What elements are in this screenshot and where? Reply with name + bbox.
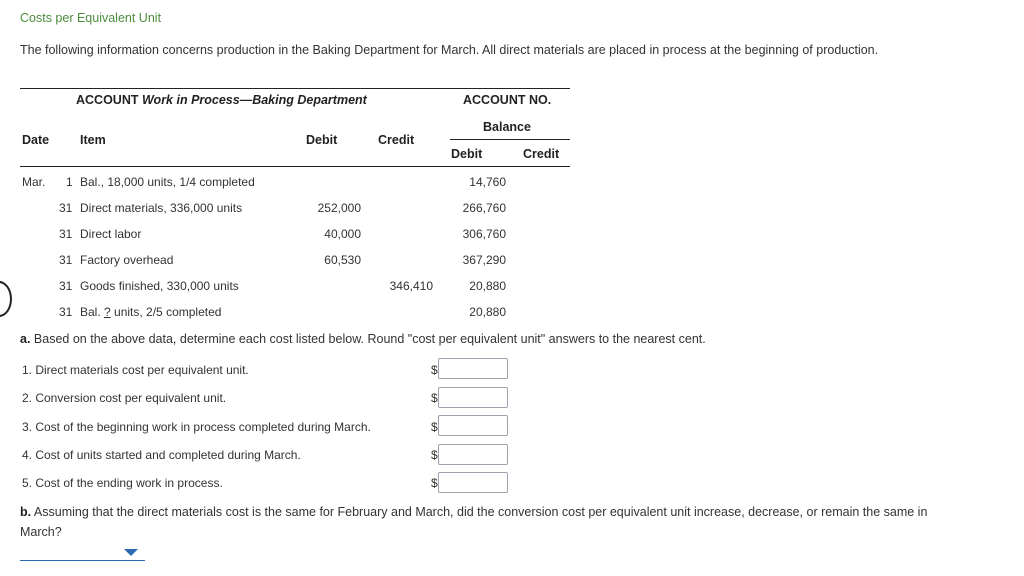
chevron-down-icon[interactable] (124, 549, 138, 556)
part-b-question (20, 505, 927, 519)
answer-input-5[interactable] (438, 472, 508, 493)
row-debit: 40,000 (324, 227, 361, 241)
currency-symbol: $ (431, 420, 438, 434)
row-item: Direct materials, 336,000 units (80, 201, 243, 215)
answer-input-1[interactable] (438, 358, 508, 379)
row-day: 31 (59, 279, 73, 293)
table-top-rule (20, 88, 570, 89)
row-item (80, 305, 221, 319)
answer-input-3[interactable] (438, 415, 508, 436)
currency-symbol: $ (431, 476, 438, 490)
header-balance-debit: Debit (451, 147, 483, 161)
part-b-label: b. (20, 505, 32, 519)
header-credit: Credit (378, 133, 415, 147)
row-item: Factory overhead (80, 253, 174, 267)
row-day: 31 (59, 305, 73, 319)
account-name: Work in Process—Baking Department (141, 93, 367, 107)
part-b-text: Assuming that the direct materials cost is the same for February and March, did the conversion cost per equivalent unit increase, decrease, or remain the same in (33, 505, 928, 519)
account-label: ACCOUNT (76, 93, 139, 107)
currency-symbol: $ (431, 448, 438, 462)
currency-symbol: $ (431, 391, 438, 405)
row-credit: 346,410 (389, 279, 433, 293)
header-balance-credit: Credit (523, 147, 560, 161)
row-day: 31 (59, 227, 73, 241)
row-month: Mar. (22, 175, 46, 189)
row-debit: 60,530 (324, 253, 361, 267)
header-balance: Balance (483, 120, 531, 134)
account-title (76, 93, 367, 107)
row-day: 1 (66, 175, 73, 189)
row-item-prefix: Bal. (80, 305, 105, 319)
question-2-label: 2. Conversion cost per equivalent unit. (22, 391, 227, 405)
row-day: 31 (59, 253, 73, 267)
answer-input-2[interactable] (438, 387, 508, 408)
header-item: Item (80, 133, 106, 147)
part-a-text: Based on the above data, determine each cost listed below. Round "cost per equivalent unit" answers to the nearest cent. (33, 332, 706, 346)
row-balance-debit: 367,290 (462, 253, 506, 267)
row-balance-debit: 20,880 (469, 305, 506, 319)
account-number-label: ACCOUNT NO. (463, 93, 552, 107)
part-a-label: a. (20, 332, 31, 346)
header-date: Date (22, 133, 50, 147)
problem-intro: The following information concerns production in the Baking Department for March. All direct materials are placed in process at the beginning of production. (20, 43, 879, 57)
header-bottom-rule (20, 166, 570, 167)
page-title: Costs per Equivalent Unit (20, 11, 162, 25)
row-item: Direct labor (80, 227, 142, 241)
question-1-label: 1. Direct materials cost per equivalent unit. (22, 363, 249, 377)
row-balance-debit: 14,760 (469, 175, 506, 189)
question-5-label: 5. Cost of the ending work in process. (22, 476, 223, 490)
question-4-label: 4. Cost of units started and completed during March. (22, 448, 301, 462)
header-debit: Debit (306, 133, 338, 147)
part-b-question-continued: March? (20, 525, 62, 539)
unknown-units-link[interactable]: ? (104, 305, 111, 319)
row-item: Goods finished, 330,000 units (80, 279, 239, 293)
row-debit: 252,000 (317, 201, 361, 215)
dropdown-underline[interactable] (20, 560, 145, 561)
row-item-suffix: units, 2/5 completed (110, 305, 222, 319)
row-day: 31 (59, 201, 73, 215)
row-balance-debit: 266,760 (462, 201, 506, 215)
part-a-instructions (20, 332, 706, 346)
currency-symbol: $ (431, 363, 438, 377)
side-nav-circle[interactable] (0, 281, 12, 317)
row-balance-debit: 306,760 (462, 227, 506, 241)
row-balance-debit: 20,880 (469, 279, 506, 293)
row-item: Bal., 18,000 units, 1/4 completed (80, 175, 255, 189)
balance-rule (450, 139, 570, 140)
question-3-label: 3. Cost of the beginning work in process completed during March. (22, 420, 371, 434)
answer-input-4[interactable] (438, 444, 508, 465)
